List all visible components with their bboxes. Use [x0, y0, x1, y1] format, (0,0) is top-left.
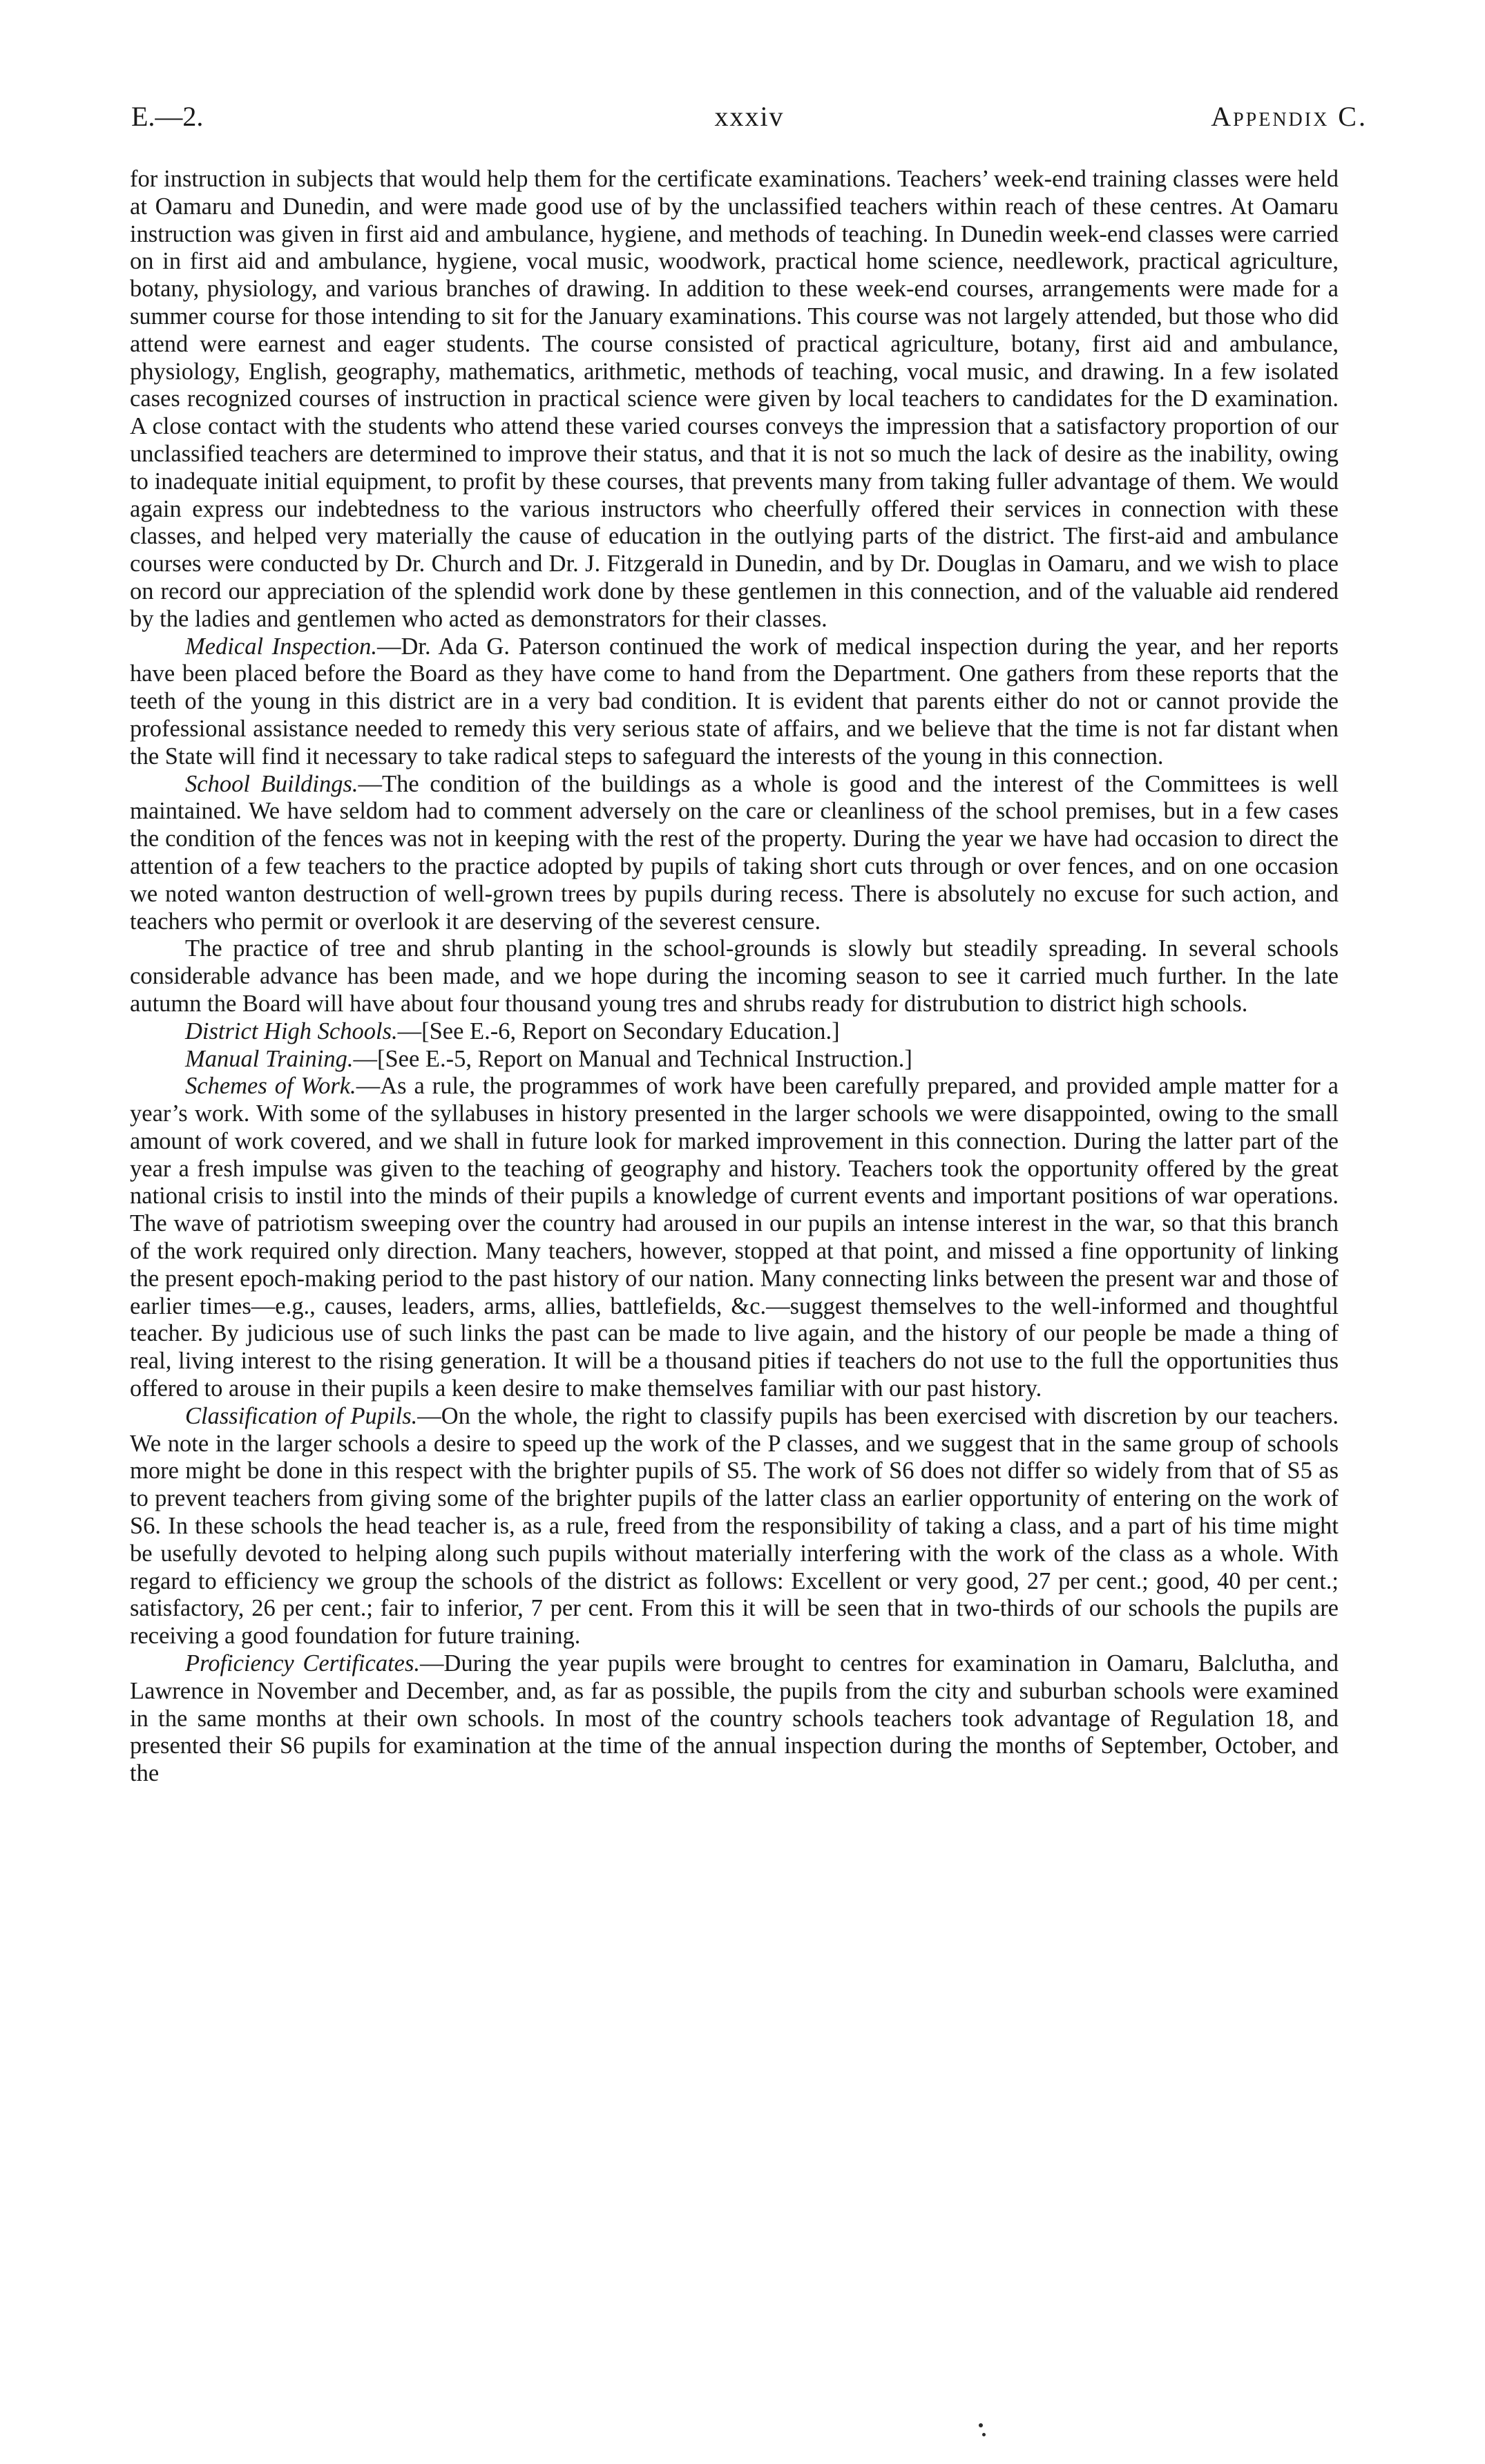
print-speck — [979, 2423, 983, 2427]
section-heading: Schemes of Work. — [185, 1073, 356, 1100]
paragraph-school-buildings — [130, 771, 1339, 936]
appendix-label: Appendix C. — [1211, 101, 1368, 132]
section-heading: Classification of Pupils. — [185, 1402, 418, 1429]
paragraph-text: —Dr. Ada G. Paterson continued the work of medical inspection during the year, and her reports have been placed before the Board as they have come to hand from the Department. One gathers from these reports that the teeth of the young in this district are in a very bad condition. It is evident that parents either do not or cannot provide the professional assistance needed to remedy this very serious state of affairs, and we believe that the time is not far distant when the State will find it necessary to take radical steps to safeguard the interests of the young in this connection. — [130, 633, 1339, 770]
page-number: xxxiv — [714, 101, 785, 132]
paragraph-instruction-classes — [130, 166, 1339, 633]
section-heading: Medical Inspection. — [185, 633, 377, 660]
paragraph-text: The practice of tree and shrub planting in the school-grounds is slowly but steadily spreading. In several schools considerable advance has been made, and we hope during the incoming season to see it carried much further. In the late autumn the Board will have about four thousand young tres and shrubs ready for distrubution to district high schools. — [130, 935, 1339, 1017]
paragraph-text: —As a rule, the programmes of work have been carefully prepared, and provided ample matter for a year’s work. With some of the syllabuses in history presented in the larger schools we were disappointed, owing to the small amount of work covered, and we shall in future look for marked improvement in this connection. During the latter part of the year a fresh impulse was given to the teaching of geography and history. Teachers took the opportunity offered by the great national crisis to instil into the minds of their pupils a knowledge of current events and important positions of war operations. The wave of patriotism sweeping over the country had aroused in our pupils an intense interest in the war, so that this branch of the work required only direction. Many teachers, however, stopped at that point, and missed a fine opportunity of linking the present epoch-making period to the past history of our nation. Many connecting links between the present war and those of earlier times—e.g., causes, leaders, arms, allies, battlefields, &c.—suggest themselves to the well-informed and thoughtful teacher. By judicious use of such links the past can be made to live again, and the history of our people be made a thing of real, living interest to the rising generation. It will be a thousand pities if teachers do not use to the full the opportunities thus offered to arouse in their pupils a keen desire to make themselves familiar with our past history. — [130, 1073, 1339, 1402]
paragraph-proficiency-certificates — [130, 1650, 1339, 1788]
page-header — [131, 100, 1368, 142]
paragraph-text: —On the whole, the right to classify pupils has been exercised with discretion by our teachers. We note in the larger schools a desire to speed up the work of the P classes, and we suggest that in the same group of schools more might be done in this respect with the brighter pupils of S5. The work of S6 does not differ so widely from that of S5 as to prevent teachers from giving some of the brighter pupils of the latter class an earlier opportunity of entering on the work of S6. In these schools the head teacher is, as a rule, freed from the responsibility of taking a class, and a part of his time might be usefully devoted to helping along such pupils without materially interfering with the work of the class as a whole. With regard to efficiency we group the schools of the district as follows: Excellent or very good, 27 per cent.; good, 40 per cent.; satisfactory, 26 per cent.; fair to inferior, 7 per cent. From this it will be seen that in two-thirds of our schools the pupils are receiving a good foundation for future training. — [130, 1402, 1339, 1650]
paragraph-text: —The condition of the buildings as a whole is good and the interest of the Committees is well maintained. We have seldom had to comment adversely on the care or cleanliness of the school premises, but in a few cases the condition of the fences was not in keeping with the rest of the property. During the year we have had occasion to direct the attention of a few teachers to the practice adopted by pupils of taking short cuts through or over fences, and on one occasion we noted wanton destruction of well-grown trees by pupils during recess. There is absolutely no excuse for such action, and teachers who permit or overlook it are deserving of the severest censure. — [130, 770, 1339, 935]
paragraph-schemes-of-work — [130, 1073, 1339, 1403]
print-speck — [982, 2433, 986, 2436]
paragraph-medical-inspection — [130, 633, 1339, 771]
paragraph-tree-planting — [130, 935, 1339, 1018]
paragraph-text: —[See E.-6, Report on Secondary Education.] — [397, 1018, 840, 1044]
paragraph-manual-training — [130, 1046, 1339, 1073]
paragraph-classification-of-pupils — [130, 1403, 1339, 1650]
section-heading: Proficiency Certificates. — [185, 1650, 421, 1677]
report-body — [130, 166, 1339, 1788]
paragraph-district-high-schools — [130, 1018, 1339, 1046]
section-heading: District High Schools. — [185, 1018, 398, 1044]
document-code: E.—2. — [131, 101, 204, 132]
paragraph-text: —During the year pupils were brought to centres for examination in Oamaru, Balclutha, and Lawrence in November and December, and, as far as possible, the pupils from the city and suburban schools were examined in the same months at their own schools. In most of the country schools teachers took advantage of Regulation 18, and presented their S6 pupils for examination at the time of the annual inspection during the months of September, October, and the — [130, 1650, 1339, 1787]
section-heading: Manual Training. — [185, 1045, 354, 1072]
section-heading: School Buildings. — [185, 770, 358, 797]
paragraph-text: for instruction in subjects that would help them for the certificate examinations. Teachers’ week-end training classes were held at Oamaru and Dunedin, and were made good use of by the unclassified teachers within reach of these centres. At Oamaru instruction was given in first aid and ambulance, hygiene, and methods of teaching. In Dunedin week-end classes were carried on in first aid and ambulance, hygiene, vocal music, woodwork, practical home science, needlework, practical agriculture, botany, physiology, and various branches of drawing. In addition to these week-end courses, arrangements were made for a summer course for those intending to sit for the January examinations. This course was not largely attended, but those who did attend were earnest and eager students. The course consisted of practical agriculture, botany, first aid and ambulance, physiology, English, geography, mathematics, arithmetic, methods of teaching, vocal music, and drawing. In a few isolated cases recognized courses of instruction in practical science were given by local teachers to candidates for the D examination. A close contact with the students who attend these varied courses conveys the impression that a satisfactory proportion of our unclassified teachers are determined to improve their status, and that it is not so much the lack of desire as the inability, owing to inadequate initial equipment, to profit by these courses, that prevents many from taking fuller advantage of them. We would again express our indebtedness to the various instructors who cheerfully offered their services in connection with these classes, and helped very materially the cause of education in the outlying parts of the district. The first-aid and ambulance courses were conducted by Dr. Church and Dr. J. Fitzgerald in Dunedin, and by Dr. Douglas in Oamaru, and we wish to place on record our appreciation of the splendid work done by these gentlemen in this connection, and of the valuable aid rendered by the ladies and gentlemen who acted as demonstrators for their classes. — [130, 166, 1339, 632]
paragraph-text: —[See E.-5, Report on Manual and Technical Instruction.] — [353, 1045, 912, 1072]
